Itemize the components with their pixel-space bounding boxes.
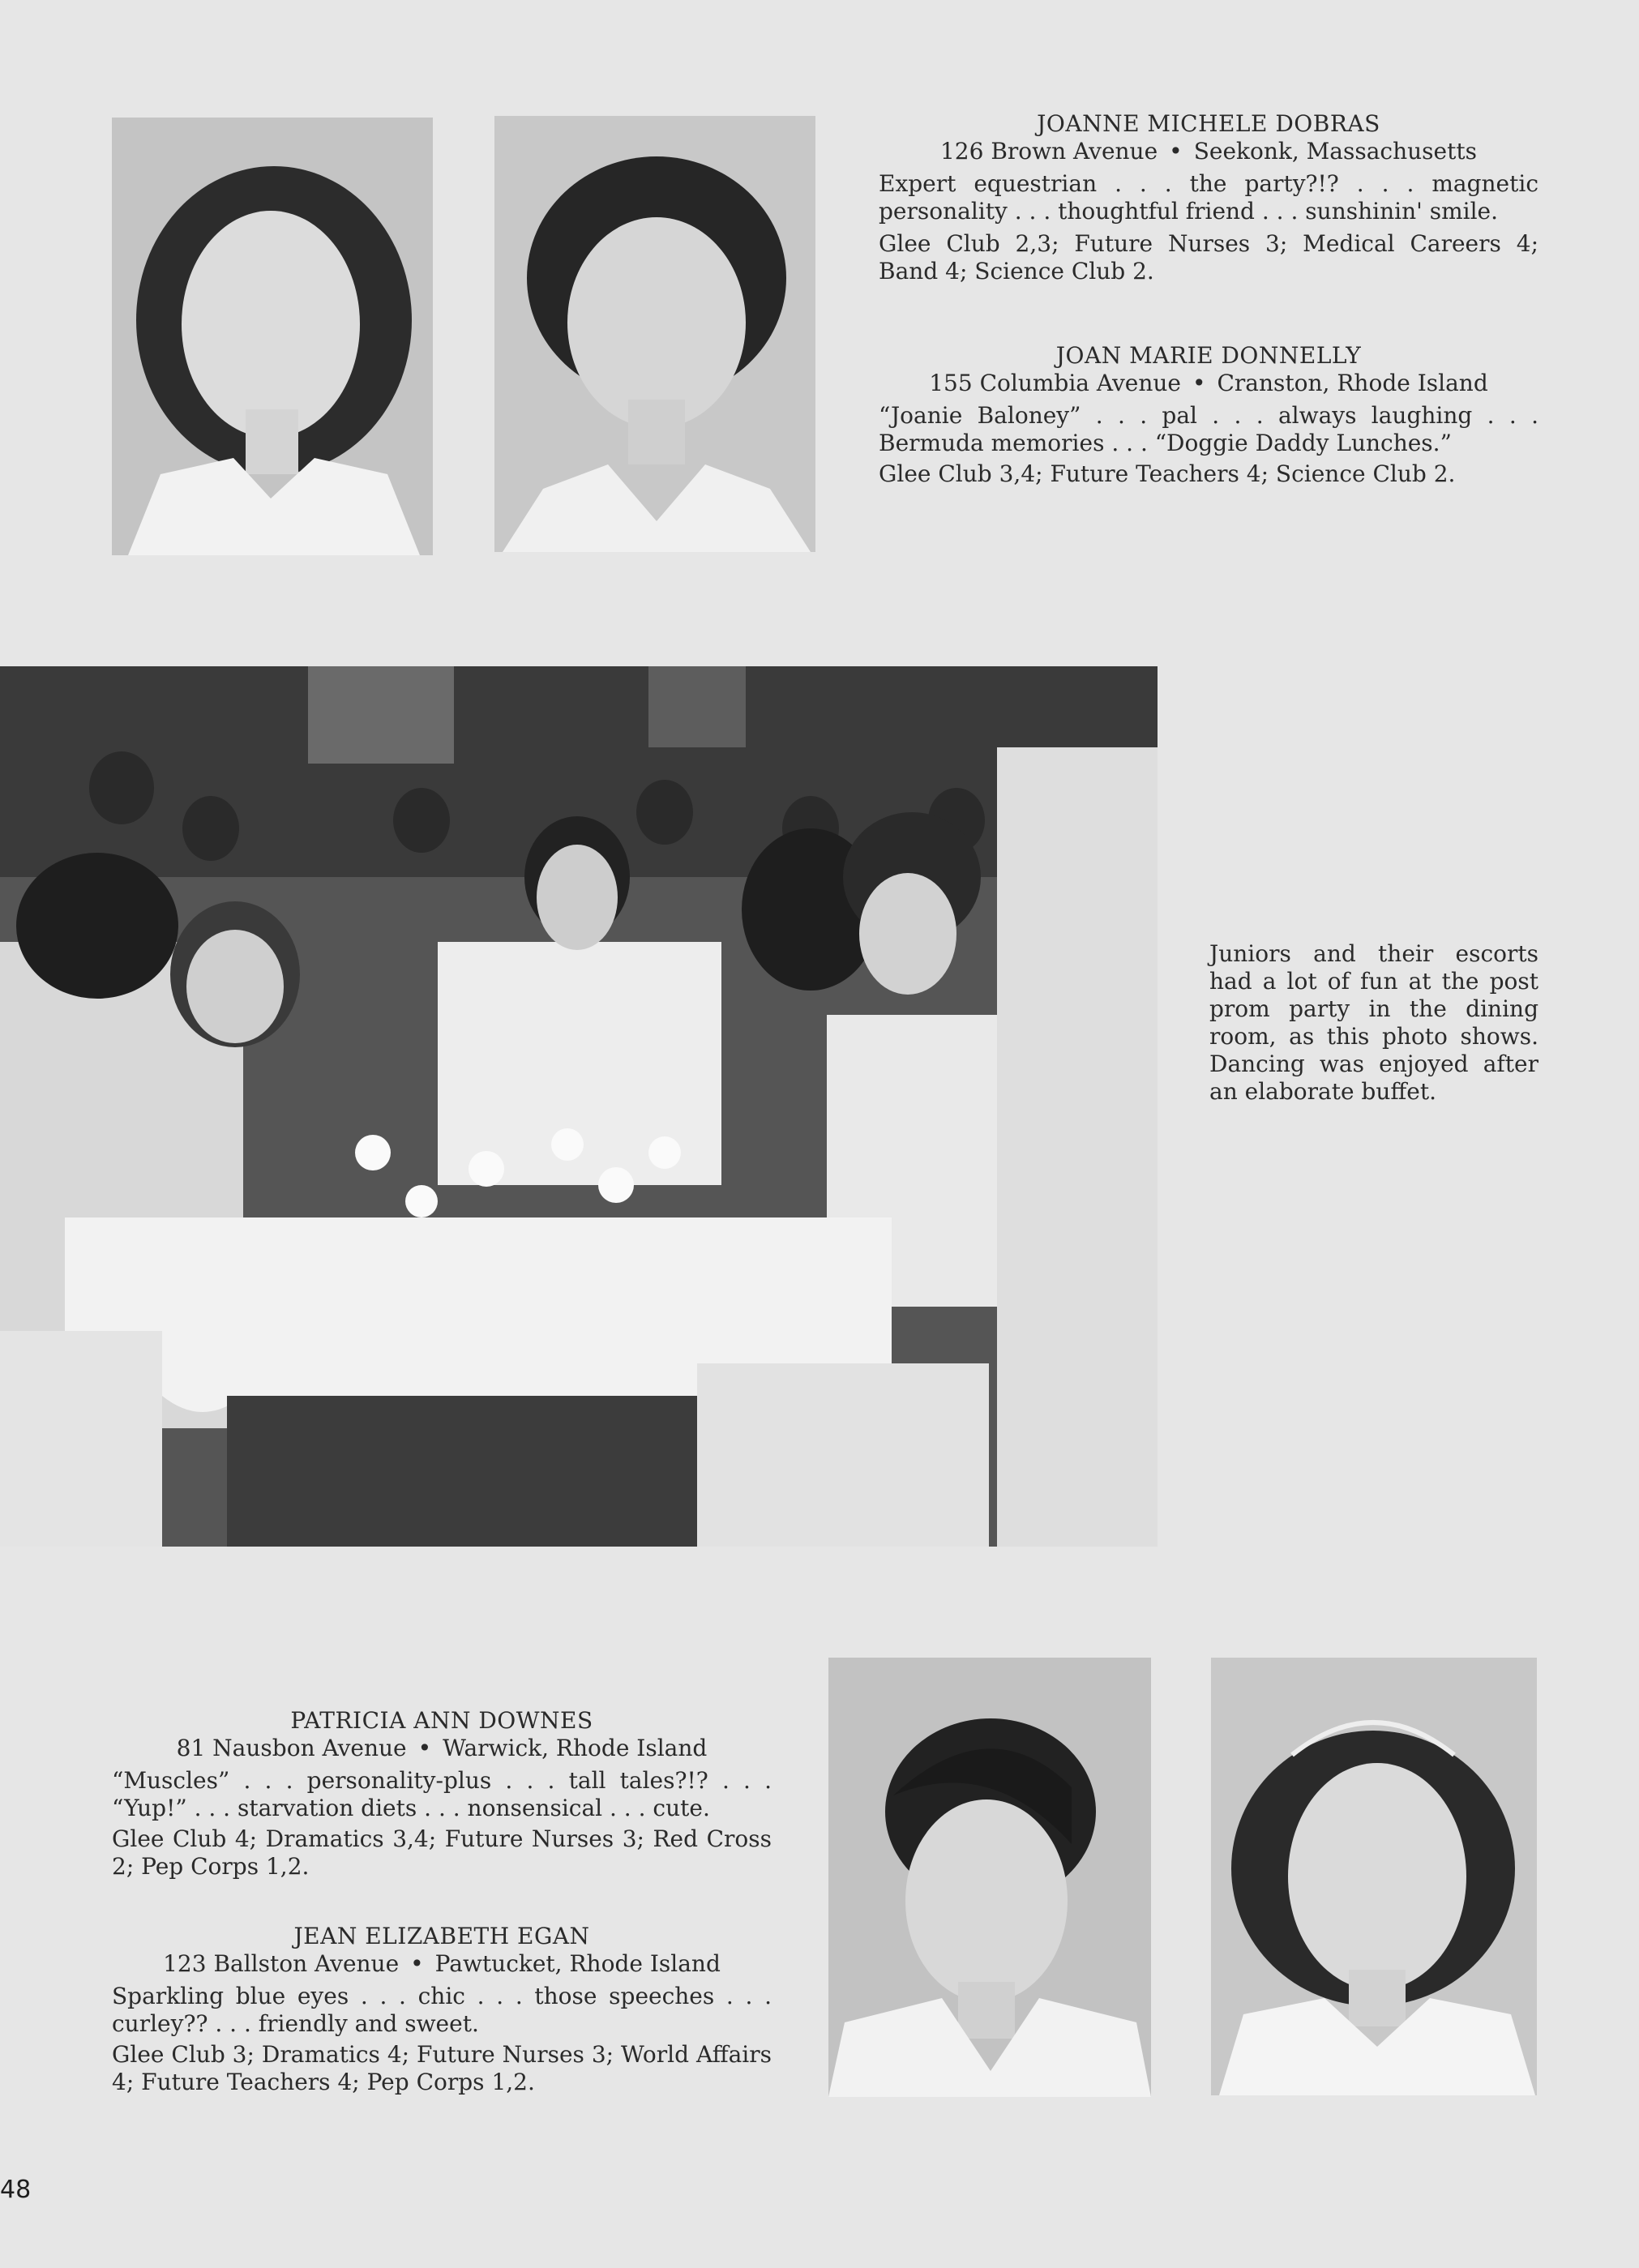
street-address: 155 Columbia Avenue bbox=[929, 370, 1181, 396]
address-bullet: • bbox=[1169, 138, 1183, 165]
student-description: “Muscles” . . . personality-plus . . . tall tales?!? . . . “Yup!” . . . starvation diets . . . nonsensical . . . cute. bbox=[112, 1767, 772, 1821]
portrait-photo-egan bbox=[1211, 1658, 1537, 2095]
street-address: 123 Ballston Avenue bbox=[163, 1950, 400, 1977]
address-bullet: • bbox=[1192, 370, 1206, 396]
student-description: Sparkling blue eyes . . . chic . . . those speeches . . . curley?? . . . friendly and sweet. bbox=[112, 1983, 772, 2037]
student-description: Expert equestrian . . . the party?!? . . . magnetic personality . . . thoughtful friend . . . sunshinin' smile. bbox=[879, 170, 1538, 225]
city-state: Seekonk, Massachusetts bbox=[1193, 138, 1477, 165]
city-state: Pawtucket, Rhode Island bbox=[434, 1950, 721, 1977]
student-bio-egan bbox=[112, 1923, 772, 2096]
street-address: 81 Nausbon Avenue bbox=[176, 1735, 407, 1761]
student-address bbox=[112, 1735, 772, 1762]
student-activities: Glee Club 2,3; Future Nurses 3; Medical Careers 4; Band 4; Science Club 2. bbox=[879, 230, 1538, 285]
address-bullet: • bbox=[417, 1735, 432, 1761]
portrait-photo-dobras bbox=[112, 118, 433, 555]
page-number: 48 bbox=[0, 2176, 32, 2204]
portrait-photo-donnelly bbox=[494, 116, 815, 552]
street-address: 126 Brown Avenue bbox=[939, 138, 1158, 165]
city-state: Warwick, Rhode Island bbox=[443, 1735, 708, 1761]
student-name: JOANNE MICHELE DOBRAS bbox=[1037, 110, 1380, 137]
student-bio-dobras bbox=[879, 110, 1538, 285]
student-bio-downes bbox=[112, 1707, 772, 1881]
student-name: PATRICIA ANN DOWNES bbox=[290, 1707, 593, 1734]
student-name: JOAN MARIE DONNELLY bbox=[1055, 342, 1362, 369]
student-activities: Glee Club 3; Dramatics 4; Future Nurses 3; World Affairs 4; Future Teachers 4; Pep Corps 1,2. bbox=[112, 2041, 772, 2095]
student-bio-donnelly bbox=[879, 342, 1538, 488]
student-address bbox=[879, 370, 1538, 397]
city-state: Cranston, Rhode Island bbox=[1217, 370, 1488, 396]
portrait-photo-downes bbox=[828, 1658, 1151, 2097]
student-address bbox=[112, 1950, 772, 1978]
student-description: “Joanie Baloney” . . . pal . . . always laughing . . . Bermuda memories . . . “Doggie Daddy Lunches.” bbox=[879, 402, 1538, 456]
student-activities: Glee Club 4; Dramatics 3,4; Future Nurses 3; Red Cross 2; Pep Corps 1,2. bbox=[112, 1825, 772, 1880]
student-address bbox=[879, 138, 1538, 165]
photo-caption: Juniors and their escorts had a lot of fun at the post prom party in the dining room, as this photo shows. Dancing was enjoyed after an elaborate buffet. bbox=[1209, 940, 1538, 1105]
student-name: JEAN ELIZABETH EGAN bbox=[293, 1923, 590, 1949]
address-bullet: • bbox=[410, 1950, 424, 1977]
party-photo bbox=[0, 666, 1158, 1547]
student-activities: Glee Club 3,4; Future Teachers 4; Science Club 2. bbox=[879, 460, 1456, 487]
